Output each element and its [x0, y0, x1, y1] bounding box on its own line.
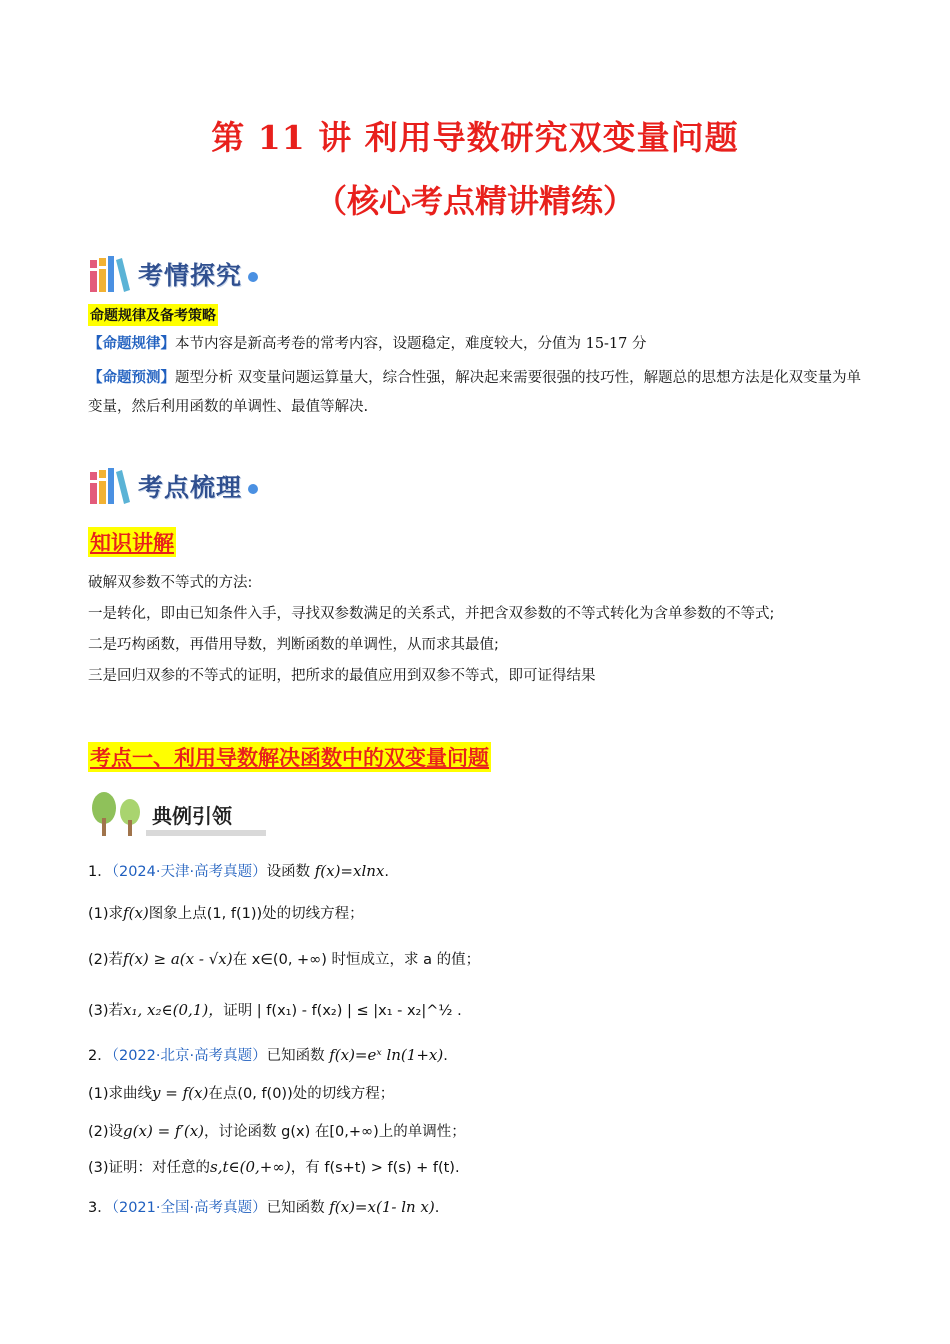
question-stem: 设函数 — [266, 864, 311, 880]
question-stem: 已知函数 — [266, 1200, 325, 1216]
question-number: (1)求 — [88, 906, 124, 922]
question-end: . — [384, 864, 389, 880]
question-number: 3． — [88, 1200, 112, 1216]
math-expression: f(x) ≥ a(x - √x) — [123, 950, 233, 968]
question-2-part-1 — [88, 1082, 394, 1105]
question-1 — [88, 860, 389, 883]
question-number: 2． — [88, 1048, 112, 1064]
question-2-part-2 — [88, 1120, 466, 1143]
example-badge — [88, 790, 278, 840]
math-expression: f(x)=xlnx — [314, 862, 385, 880]
question-number: (3)若 — [88, 1003, 124, 1019]
knowledge-line: 一是转化，即由已知条件入手，寻找双参数满足的关系式，并把含双参数的不等式转化为含单参数的不等式; — [88, 606, 775, 622]
knowledge-line: 二是巧构函数，再借用导数，判断函数的单调性，从而求其最值; — [88, 637, 499, 653]
question-stem: 已知函数 — [266, 1048, 325, 1064]
question-end: ，有 f(s+t) > f(s) + f(t). — [290, 1160, 460, 1176]
question-source: （2022·北京·高考真题） — [111, 1048, 267, 1064]
knowledge-heading: 知识讲解 — [88, 527, 176, 557]
math-expression: s,t∈(0,+∞) — [210, 1158, 291, 1176]
badge-label: 典例引领 — [152, 804, 232, 828]
math-expression: f(x)=eˣ ln(1+x) — [329, 1046, 444, 1064]
page-title: 第 11 讲 利用导数研究双变量问题 — [211, 118, 739, 157]
question-1-part-2 — [88, 948, 480, 971]
books-icon — [88, 254, 132, 294]
knowledge-line: 破解双参数不等式的方法: — [88, 575, 253, 591]
knowledge-list — [88, 568, 868, 692]
dot-icon — [248, 484, 258, 494]
question-end: 图象上点(1, f(1))处的切线方程； — [148, 906, 364, 922]
banner-label: 考点梳理 — [138, 473, 243, 502]
point1-heading: 考点一、利用导数解决函数中的双变量问题 — [88, 742, 491, 772]
question-source: （2021·全国·高考真题） — [111, 1200, 267, 1216]
rule-tag: 【命题规律】 — [88, 336, 175, 352]
rule-paragraph — [88, 333, 868, 355]
question-end: 证明 | f(x₁) - f(x₂) | ≤ |x₁ - x₂|^½ . — [223, 1003, 462, 1019]
question-number: (3)证明：对任意的 — [88, 1160, 211, 1176]
math-expression: g(x) = f′(x) — [123, 1122, 205, 1140]
dot-icon — [248, 272, 258, 282]
page-subtitle: （核心考点精讲精练） — [314, 182, 635, 220]
question-end: 在点(0, f(0))处的切线方程； — [208, 1086, 395, 1102]
question-end: 在 x∈(0, +∞) 时恒成立，求 a 的值； — [232, 952, 481, 968]
forecast-tag: 【命题预测】 — [88, 370, 175, 386]
books-icon — [88, 466, 132, 506]
question-end: . — [434, 1200, 440, 1216]
question-1-part-3 — [88, 999, 462, 1022]
math-expression: y = f(x) — [152, 1084, 209, 1102]
knowledge-line: 三是回归双参的不等式的证明，把所求的最值应用到双参不等式，即可证得结果 — [88, 668, 596, 684]
banner-label: 考情探究 — [138, 261, 243, 290]
question-source: （2024·天津·高考真题） — [111, 864, 267, 880]
question-end: ，讨论函数 g(x) 在[0,+∞)上的单调性； — [204, 1124, 466, 1140]
forecast-text: 题型分析 双变量问题运算量大，综合性强，解决起来需要很强的技巧性，解题总的思想方法是化双变量为单变量，然后利用函数的单调性、最值等解决. — [88, 370, 862, 415]
rule-text: 本节内容是新高考卷的常考内容，设题稳定，难度较大，分值为 15-17 分 — [175, 336, 647, 352]
question-3 — [88, 1196, 439, 1219]
math-expression: x₁, x₂∈(0,1)， — [123, 1001, 224, 1019]
question-end: . — [443, 1048, 448, 1064]
question-2 — [88, 1044, 448, 1067]
section-banner-key-points — [88, 462, 258, 510]
question-1-part-1 — [88, 902, 364, 925]
forecast-paragraph — [88, 364, 868, 422]
math-expression: f(x) — [123, 904, 149, 922]
strategy-heading: 命题规律及备考策略 — [88, 304, 218, 326]
math-expression: f(x)=x(1- ln x) — [329, 1198, 435, 1216]
question-number: (2)若 — [88, 952, 124, 968]
section-banner-exam-analysis — [88, 250, 258, 298]
question-2-part-3 — [88, 1156, 460, 1179]
question-number: (1)求曲线 — [88, 1086, 153, 1102]
question-number: 1． — [88, 864, 112, 880]
question-number: (2)设 — [88, 1124, 124, 1140]
